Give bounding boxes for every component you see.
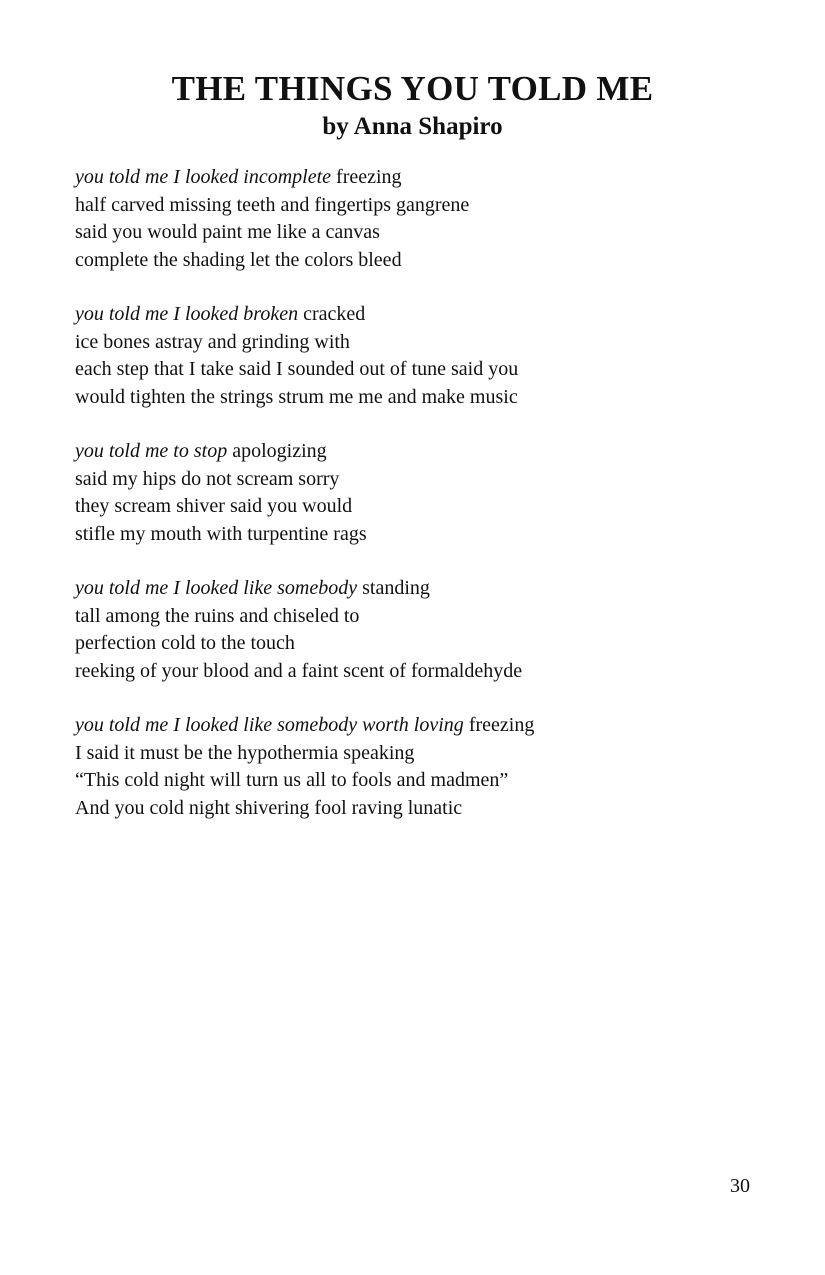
poem-line: said my hips do not scream sorry: [75, 467, 340, 490]
poem-line: [75, 575, 775, 603]
page-number: 30: [730, 1175, 750, 1197]
stanza-lead-italic: you told me I looked broken: [75, 303, 299, 325]
poem-line: [75, 164, 775, 192]
stanza-lead-italic: you told me I looked like somebody: [75, 577, 358, 599]
poem-line: said you would paint me like a canvas: [75, 221, 380, 243]
stanza-4: [75, 575, 775, 685]
poem-body: [75, 164, 775, 849]
poem-title: THE THINGS YOU TOLD ME: [171, 69, 654, 108]
stanza-lead-rest: cracked: [298, 303, 366, 325]
poem-line: And you cold night shivering fool raving lunatic: [75, 796, 463, 819]
poem-line: [75, 301, 775, 329]
poem-line: “This cold night will turn us all to fools and madmen”: [75, 769, 509, 791]
poem-line: complete the shading let the colors bleed: [75, 248, 402, 271]
poem-line: I said it must be the hypothermia speaking: [75, 741, 415, 764]
poem-line: [75, 712, 775, 740]
poem-line: reeking of your blood and a faint scent of formaldehyde: [75, 659, 523, 682]
stanza-lead-rest: apologizing: [227, 440, 327, 462]
stanza-lead-rest: freezing: [463, 714, 535, 736]
stanza-lead-rest: standing: [357, 577, 430, 599]
stanza-5: [75, 712, 775, 822]
poem-line: tall among the ruins and chiseled to: [75, 604, 360, 627]
stanza-lead-rest: freezing: [331, 166, 402, 188]
poem-line: they scream shiver said you would: [75, 495, 353, 517]
poem-line: stifle my mouth with turpentine rags: [75, 522, 367, 545]
poem-line: perfection cold to the touch: [75, 632, 295, 654]
poem-line: each step that I take said I sounded out of tune said you: [75, 358, 519, 380]
poem-line: half carved missing teeth and fingertips gangrene: [75, 193, 470, 216]
stanza-lead-italic: you told me I looked incomplete: [75, 166, 332, 188]
poem-byline: by Anna Shapiro: [322, 113, 503, 140]
poem-line: would tighten the strings strum me me and make music: [75, 385, 518, 408]
stanza-3: [75, 438, 775, 548]
stanza-1: [75, 164, 775, 274]
poem-line: [75, 438, 775, 466]
stanza-lead-italic: you told me to stop: [75, 440, 228, 462]
stanza-2: [75, 301, 775, 411]
poem-line: ice bones astray and grinding with: [75, 330, 350, 353]
stanza-lead-italic: you told me I looked like somebody worth loving: [75, 714, 464, 736]
